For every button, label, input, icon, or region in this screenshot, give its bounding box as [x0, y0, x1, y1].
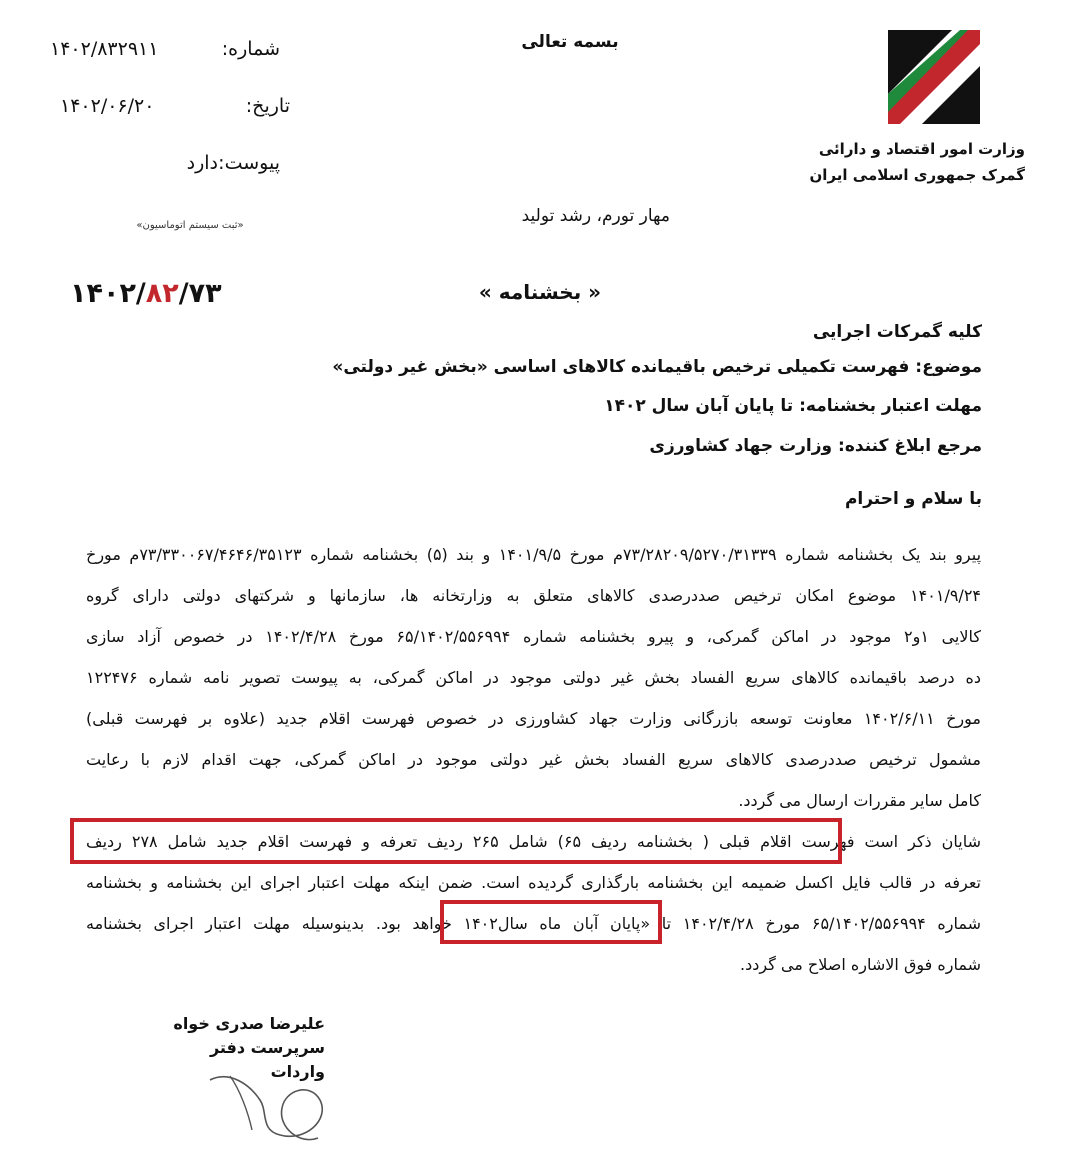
ministry-line: وزارت امور اقتصاد و دارائی	[818, 140, 1025, 158]
automation-note: «ثبت سیستم اتوماسیون»	[136, 220, 244, 231]
referrer-line: مرجع ابلاغ کننده: وزارت جهاد کشاورزی	[649, 436, 982, 456]
body-line: مشمول ترخیص صددرصدی کالاهای سریع الفساد بخش غیر دولتی موجود در اماکن گمرکی، جهت اقدام لازم با رعایت	[86, 750, 981, 769]
body-line: مورخ ۱۴۰۲/۶/۱۱ معاونت توسعه بازرگانی وزارت جهاد کشاورزی در خصوص فهرست اقلام جدید (علاوه بر فهرست قبلی)	[86, 709, 981, 728]
body-line: شماره فوق الاشاره اصلاح می گردد.	[740, 955, 981, 974]
subject-line: موضوع: فهرست تکمیلی ترخیص باقیمانده کالاهای اساسی «بخش غیر دولتی»	[332, 357, 982, 377]
highlight-box-item-lists	[70, 818, 842, 864]
letter-date-row	[60, 95, 290, 131]
customs-logo-icon	[880, 22, 990, 132]
body-line: کامل سایر مقررات ارسال می گردد.	[738, 791, 981, 810]
year-slogan: مهار تورم، رشد تولید	[521, 206, 670, 226]
attachment-value: دارد	[186, 152, 218, 174]
signatory-title: سرپرست دفتر واردات	[209, 1038, 325, 1081]
body-line: شماره ۶۵/۱۴۰۲/۵۵۶۹۹۴ مورخ ۱۴۰۲/۴/۲۸ تا «پایان آبان ماه سال۱۴۰۲ خواهد بود. بدینوسیله مهلت اعتبار اجرای بخشنامه	[86, 914, 982, 933]
number-label: شماره:	[221, 38, 280, 60]
bismillah-header: بسمه تعالی	[521, 32, 619, 52]
body-line: ده درصد باقیمانده کالاهای سریع الفساد بخش غیر دولتی موجود در اماکن گمرکی، به پیوست تصویر نامه شماره ۱۲۲۴۷۶	[86, 668, 981, 687]
circular-number-code: /۷۳	[178, 278, 222, 309]
circular-number-row: ۸۲	[145, 278, 179, 309]
highlight-box-deadline	[440, 900, 662, 944]
body-line: تعرفه در قالب فایل اکسل ضمیمه این بخشنامه بارگذاری گردیده است. ضمن اینکه مهلت اعتبار اجرای این بخشنامه و بخشنامه	[86, 873, 981, 892]
body-line: شایان ذکر است فهرست اقلام قبلی ( بخشنامه ردیف ۶۵) شامل ۲۶۵ ردیف تعرفه و فهرست اقلام جدید شامل ۲۷۸ ردیف	[86, 832, 982, 851]
number-value: ۱۴۰۲/۸۳۲۹۱۱	[50, 38, 159, 60]
body-line: کالایی ۱و۲ موجود در اماکن گمرکی، و پیرو بخشنامه شماره ۶۵/۱۴۰۲/۵۵۶۹۹۴ مورخ ۱۴۰۲/۴/۲۸ در خصوص آزاد سازی	[86, 627, 982, 646]
date-label: تاریخ:	[245, 95, 290, 117]
attachment-label: پیوست:	[218, 152, 280, 174]
signatory-name: علیرضا صدری خواه	[173, 1014, 325, 1033]
greeting-line: با سلام و احترام	[844, 489, 982, 509]
circular-number	[70, 278, 222, 309]
recipients-line: کلیه گمرکات اجرایی	[812, 322, 982, 342]
customs-line: گمرک جمهوری اسلامی ایران	[809, 166, 1025, 184]
body-line: پیرو بند یک بخشنامه شماره ۷۳/۲۸۲۰۹/۵۲۷۰/۳۱۳۳۹م مورخ ۱۴۰۱/۹/۵ و بند (۵) بخشنامه شماره ۷۳/۳۳۰۰۶۷/۴۶۴۶/۳۵۱۲۳م مورخ	[86, 545, 982, 564]
handwritten-signature	[190, 1050, 350, 1150]
body-line: ۱۴۰۱/۹/۲۴ موضوع امکان ترخیص صددرصدی کالاهای متعلق به وزارتخانه ها، سازمانها و شرکتهای دولتی دارای گروه	[86, 586, 981, 605]
ministry-name	[780, 136, 1025, 188]
letter-number-row	[50, 38, 280, 74]
date-value: ۱۴۰۲/۰۶/۲۰	[60, 95, 155, 117]
validity-line: مهلت اعتبار بخشنامه: تا پایان آبان سال ۱۴۰۲	[604, 396, 982, 416]
attachment-row	[50, 152, 280, 188]
circular-title: « بخشنامه »	[478, 280, 602, 304]
circular-number-year: ۱۴۰۲/	[70, 278, 146, 309]
